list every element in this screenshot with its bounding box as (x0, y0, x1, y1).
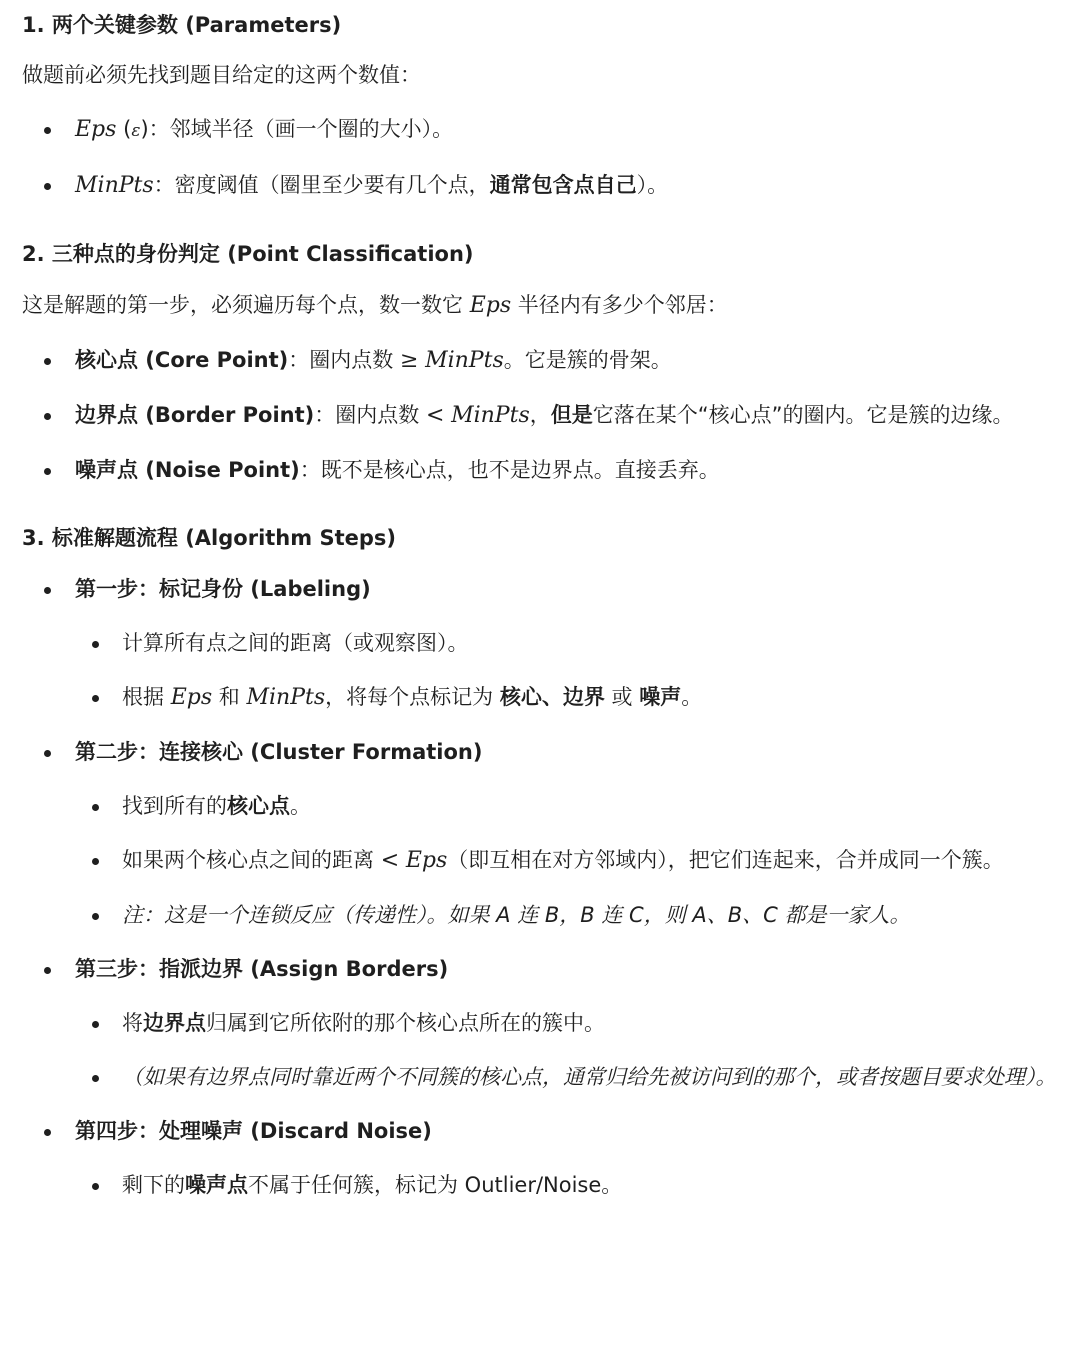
step-2-item-2: 如果两个核心点之间的距离 < Eps（即互相在对方邻域内），把它们连起来，合并成同一个簇。 (122, 848, 1004, 873)
step-1-item-2: 根据 Eps 和 MinPts，将每个点标记为 核心、边界 或 噪声。 (122, 685, 703, 710)
section-3-heading: 3. 标准解题流程 (Algorithm Steps) (22, 526, 396, 550)
list-item-eps: Eps (ε)：邻域半径（画一个圈的大小）。 (75, 117, 454, 142)
algorithm-steps-list (22, 574, 1067, 1200)
step-3-item-2: （如果有边界点同时靠近两个不同簇的核心点，通常归给先被访问到的那个，或者按题目要求处理）。 (122, 1065, 1057, 1089)
list-item-noise-point: 噪声点 (Noise Point)：既不是核心点，也不是边界点。直接丢弃。 (75, 458, 720, 482)
section-1-heading: 1. 两个关键参数 (Parameters) (22, 13, 342, 37)
list-item-minpts: MinPts：密度阈值（圈里至少要有几个点，通常包含点自己）。 (75, 173, 669, 198)
step-4: 第四步：处理噪声 (Discard Noise) (75, 1119, 432, 1143)
list-item-core-point: 核心点 (Core Point)：圈内点数 ≥ MinPts。它是簇的骨架。 (75, 348, 672, 373)
section-2-heading: 2. 三种点的身份判定 (Point Classification) (22, 242, 474, 266)
step-2: 第二步：连接核心 (Cluster Formation) (75, 740, 483, 764)
section-2-intro: 这是解题的第一步，必须遍历每个点，数一数它 Eps 半径内有多少个邻居： (22, 293, 728, 318)
list-item-border-point: 边界点 (Border Point)：圈内点数 < MinPts，但是它落在某个“核心点”的圈内。它是簇的边缘。 (75, 403, 1014, 428)
step-3: 第三步：指派边界 (Assign Borders) (75, 957, 449, 981)
step-3-item-1: 将边界点归属到它所依附的那个核心点所在的簇中。 (122, 1011, 605, 1035)
section-1-intro: 做题前必须先找到题目给定的这两个数值： (22, 63, 421, 87)
parameters-list (22, 114, 1067, 201)
step-2-item-3: 注：这是一个连锁反应（传递性）。如果 A 连 B，B 连 C，则 A、B、C 都是一家人。 (122, 903, 911, 927)
step-1-item-1: 计算所有点之间的距离（或观察图）。 (122, 631, 469, 655)
step-1: 第一步：标记身份 (Labeling) (75, 577, 371, 601)
point-types-list (22, 345, 1067, 485)
step-4-item-1: 剩下的噪声点不属于任何簇，标记为 Outlier/Noise。 (122, 1173, 623, 1197)
step-2-item-1: 找到所有的核心点。 (122, 794, 311, 818)
